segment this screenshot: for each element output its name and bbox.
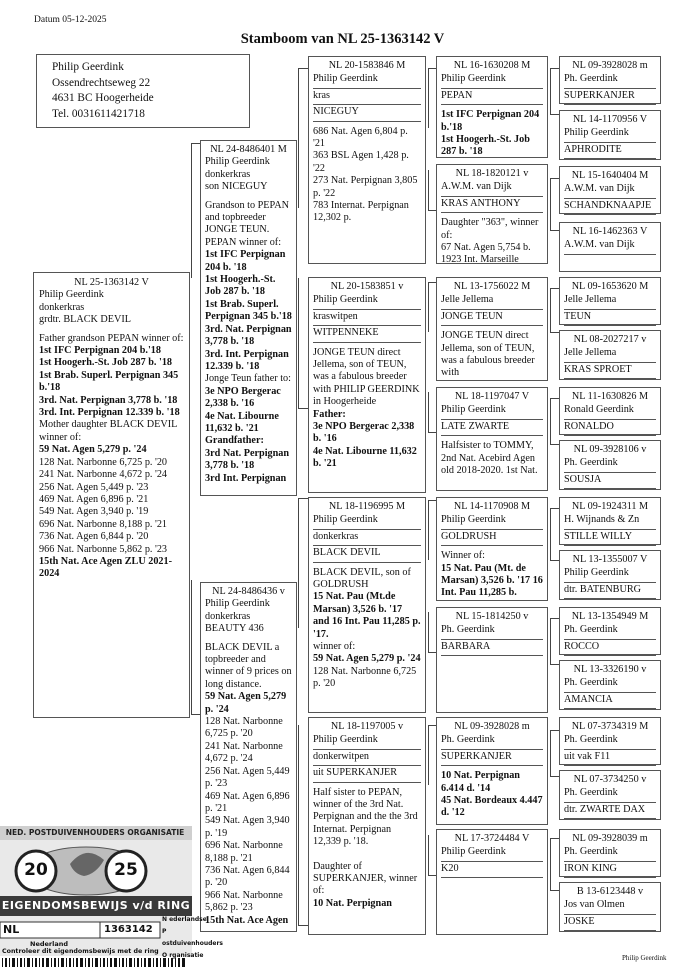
breeder-name: Philip Geerdink — [564, 566, 656, 582]
pigeon-card-g3-4 — [308, 717, 426, 935]
ring-number: NL 25-1363142 V — [74, 277, 149, 288]
pigeon-name: dtr. ZWARTE DAX — [564, 803, 656, 819]
breeder-name: Ph. Geerdink — [564, 456, 656, 472]
breeder-name: Jelle Jellema — [441, 293, 543, 309]
performance-line: 469 Nat. Agen 6,896 p. '21 — [39, 493, 149, 505]
performance-line: 966 Nat. Narbonne 5,862 p. '23 — [39, 543, 168, 555]
breeder-name: H. Wijnands & Zn — [564, 513, 656, 529]
pigeon-info: BEAUTY 436 — [205, 623, 264, 635]
ring-number: NL 24-8486401 M — [210, 144, 287, 155]
performance-line: 256 Nat. Agen 5,449 p. '23 — [205, 765, 290, 790]
owner-street: Ossendrechtseweg 22 — [52, 76, 151, 89]
performance-line: JONGE TEUN direct Jellema, son of TEUN, was a fabulous breeder with PHILIP GEERDINK in Hoogerheide — [313, 346, 420, 408]
ring-number: NL 18-1197005 v — [330, 721, 404, 732]
pigeon-info: PEPAN — [441, 89, 543, 105]
performance-line: 469 Nat. Agen 6,896 p. '21 — [205, 790, 290, 814]
pigeon-card-g3-1 — [308, 56, 426, 264]
performance-line: Father grandson PEPAN winner of: — [39, 332, 184, 344]
ring-number: NL 07-3734250 v — [573, 774, 647, 785]
ring-number: NL 18-1820121 v — [455, 168, 529, 179]
breeder-name: Ronald Geerdink — [564, 403, 656, 419]
pigeon-card-father — [200, 140, 297, 496]
ring-number: NL 24-8486436 v — [212, 586, 285, 597]
breeder-name: Philip Geerdink — [205, 598, 270, 610]
pigeon-card-g5-2 — [559, 110, 661, 160]
ring-number: NL 20-1583846 M — [328, 60, 406, 71]
ring-nederland: Nederland — [30, 940, 69, 948]
ring-number: NL 14-1170908 M — [453, 501, 531, 512]
ring-number: NL 11-1630826 M — [571, 391, 649, 402]
performance-line: 736 Nat. Agen 6,844 p. '20 — [205, 864, 290, 889]
breeder-name: Philip Geerdink — [441, 403, 543, 419]
pigeon-name: RONALDO — [564, 420, 656, 436]
breeder-name: Ph. Geerdink — [564, 733, 656, 749]
performance-line: 15th Nat. Ace Agen ZLU 2021-2024 — [39, 555, 172, 580]
pigeon-card-g5-16 — [559, 882, 661, 932]
ring-number: NL 16-1630208 M — [453, 60, 531, 71]
performance-line: 1st IFC Perpignan 204 b.'18 — [39, 345, 161, 357]
breeder-name: Philip Geerdink — [441, 72, 543, 88]
pigeon-name: IRON KING — [564, 862, 656, 878]
ring-number: NL 15-1814250 v — [455, 611, 529, 622]
breeder-name: Philip Geerdink — [205, 156, 270, 168]
breeder-name: Jelle Jellema — [564, 346, 656, 362]
performance-line: Halfsister to TOMMY, 2nd Nat. Acebird Agen old 2018-2020. 1st Nat. — [441, 440, 538, 477]
pigeon-info: BLACK DEVIL — [313, 546, 421, 562]
breeder-name: A.W.M. van Dijk — [564, 238, 656, 254]
pigeon-info: uit SUPERKANJER — [313, 766, 421, 782]
ring-number: B 13-6123448 v — [576, 886, 644, 897]
performance-line: 3rd. Int. Perpignan 12.339 b. '18 — [205, 348, 289, 372]
ring-number: NL 09-3928106 v — [573, 444, 647, 455]
pigeon-card-mother — [200, 582, 297, 932]
ring-certificate — [0, 826, 223, 968]
ring-number: NL 20-1583851 v — [330, 281, 404, 292]
date-label: Datum 05-12-2025 — [34, 15, 107, 25]
ring-number: NL 09-3928039 m — [572, 833, 648, 844]
pigeon-name: TEUN — [564, 310, 656, 326]
ring-number: NL 16-1462363 V — [572, 226, 648, 237]
pigeon-card-subject — [33, 272, 190, 718]
pigeon-info: kras — [313, 89, 421, 105]
breeder-name: Philip Geerdink — [313, 513, 421, 529]
performance-line: 4e Nat. Libourne 11,632 b. '21 — [205, 410, 279, 434]
pigeon-info: LATE ZWARTE — [441, 420, 543, 436]
pigeon-name: AMANCIA — [564, 693, 656, 709]
pigeon-card-g5-4 — [559, 222, 661, 272]
breeder-name: Ph. Geerdink — [564, 845, 656, 861]
performance-line: 363 BSL Agen 1,428 p. '22 — [313, 150, 409, 174]
performance-line: 1st Hoogerh.-St. Job 287 b. '18 — [205, 274, 276, 298]
pigeon-info: WITPENNEKE — [313, 326, 421, 342]
ring-number: NL 07-3734319 M — [571, 721, 649, 732]
pigeon-card-g5-13 — [559, 717, 661, 765]
performance-line: 241 Nat. Narbonne 4,672 p. '24 — [39, 469, 168, 481]
performance-line: 3rd. Int. Perpignan 12.339 b. '18 — [39, 407, 180, 419]
breeder-name: Philip Geerdink — [313, 733, 421, 749]
pigeon-info: donkerwitpen — [313, 750, 421, 766]
pigeon-card-g5-11 — [559, 607, 661, 655]
performance-line: Grandson to PEPAN and topbreeder JONGE TEUN. — [205, 199, 289, 236]
performance-line: 1st Hoogerh.-St. Job 287 b. '18 — [39, 357, 173, 369]
pigeon-card-g5-15 — [559, 829, 661, 877]
performance-line: 3rd Int. Perpignan — [205, 472, 287, 484]
pigeon-name: uit vak F11 — [564, 750, 656, 766]
pigeon-info: K20 — [441, 862, 543, 878]
performance-line: 1st Hoogerh.-St. Job 287 b. '18 — [441, 134, 530, 158]
ring-country: NL — [3, 923, 20, 936]
performance-line: Jonge Teun father to: — [205, 373, 291, 385]
performance-line: 3rd. Nat. Perpignan 3,778 b. '18 — [39, 394, 178, 406]
performance-line: PEPAN winner of: — [205, 236, 282, 248]
spacer — [441, 656, 543, 660]
breeder-name: Philip Geerdink — [39, 289, 104, 301]
performance-line: 256 Nat. Agen 5,449 p. '23 — [39, 481, 149, 493]
ring-number: NL 13-1354949 M — [571, 611, 649, 622]
owner-name: Philip Geerdink — [52, 61, 124, 73]
ring-number: NL 09-3928028 m — [572, 60, 648, 71]
pigeon-card-g4-5 — [436, 497, 548, 601]
ring-year-right: 25 — [114, 860, 138, 880]
performance-line: Father: — [313, 408, 346, 420]
pigeon-info: donkerkras — [39, 301, 85, 313]
performance-line: Daughter "363", winner of: — [441, 217, 539, 241]
pigeon-card-g5-5 — [559, 277, 661, 325]
pigeon-card-g4-3 — [436, 277, 548, 381]
performance-line: 1st IFC Perpignan 204 b.'18 — [441, 109, 540, 133]
pigeon-name: APHRODITE — [564, 143, 656, 159]
pigeon-card-g4-7 — [436, 717, 548, 825]
ring-number: NL 09-1924311 M — [571, 501, 649, 512]
performance-line: 1st Brab. Superl. Perpignan 345 b.'18 — [205, 298, 292, 323]
performance-line: 3rd Nat. Perpignan 3,778 b. '18 — [205, 447, 290, 472]
performance-line: 3e NPO Bergerac 2,338 b. '16 — [313, 421, 415, 445]
ring-number: NL 14-1170956 V — [572, 114, 648, 125]
pigeon-info: NICEGUY — [313, 105, 421, 121]
performance-line: 128 Nat. Narbonne 6,725 p. '20 — [313, 665, 417, 690]
ring-number: NL 08-2027217 v — [573, 334, 647, 345]
pigeon-info: JONGE TEUN — [441, 310, 543, 326]
pigeon-card-g5-8 — [559, 440, 661, 490]
pigeon-card-g5-6 — [559, 330, 661, 380]
performance-line: 686 Nat. Agen 6,804 p. '21 — [313, 125, 408, 150]
performance-line: 549 Nat. Agen 3,940 p. '19 — [205, 815, 290, 839]
performance-line: 736 Nat. Agen 6,844 p. '20 — [39, 531, 149, 543]
pigeon-name: ROCCO — [564, 640, 656, 656]
pigeon-card-g4-2 — [436, 164, 548, 264]
pigeon-card-g5-12 — [559, 660, 661, 710]
breeder-name: A.W.M. van Dijk — [564, 182, 656, 198]
pigeon-name: SUPERKANJER — [564, 89, 656, 105]
breeder-name: A.W.M. van Dijk — [441, 180, 543, 196]
pigeon-name: JOSKE — [564, 915, 656, 931]
pigeon-card-g4-4 — [436, 387, 548, 491]
footer-signature: Philip Geerdink — [622, 954, 667, 962]
breeder-name: Ph. Geerdink — [441, 623, 543, 639]
ring-year-left: 20 — [24, 860, 48, 880]
ring-org-name: NED. POSTDUIVENHOUDERS ORGANISATIE — [5, 828, 185, 837]
performance-line: Grandfather: — [205, 435, 264, 447]
ring-number: NL 13-1355007 V — [572, 554, 648, 565]
performance-line: JONGE TEUN direct Jellema, son of TEUN, was a fabulous breeder with — [441, 330, 535, 379]
ring-number: NL 09-3928028 m — [454, 721, 530, 732]
performance-line: 3rd. Nat. Perpignan 3,778 b. '18 — [205, 323, 292, 348]
ring-number: NL 15-1640404 M — [571, 170, 649, 181]
pigeon-card-g5-14 — [559, 770, 661, 820]
performance-line: 3e NPO Bergerac 2,338 b. '16 — [205, 385, 281, 410]
breeder-name: Ph. Geerdink — [564, 72, 656, 88]
pigeon-info: donkerkras — [205, 168, 251, 180]
performance-line: winner of: — [313, 641, 356, 653]
breeder-name: Jos van Olmen — [564, 898, 656, 914]
breeder-name: Ph. Geerdink — [564, 623, 656, 639]
ring-number: NL 09-1653620 M — [571, 281, 649, 292]
performance-line: 696 Nat. Narbonne 8,188 p. '21 — [39, 518, 168, 530]
breeder-name: Philip Geerdink — [564, 126, 656, 142]
performance-line: 59 Nat. Agen 5,279 p. '24 — [205, 691, 287, 715]
performance-line: Winner of: — [441, 550, 486, 562]
performance-line: BLACK DEVIL, son of GOLDRUSH — [313, 566, 411, 591]
pigeon-card-g4-6 — [436, 607, 548, 713]
performance-line: 10 Nat. Perpignan — [313, 897, 392, 909]
pigeon-card-g5-9 — [559, 497, 661, 545]
pigeon-card-g4-1 — [436, 56, 548, 158]
pigeon-card-g5-10 — [559, 550, 661, 600]
performance-line: 15 Nat. Pau (Mt. de Marsan) 3,526 b. '17 16 Int. Pau 11,285 b. — [441, 562, 543, 599]
performance-line: Half sister to PEPAN, winner of the 3rd Nat. Perpignan and the the 3rd Internat. Perpignan 12,339 p. '18. — [313, 786, 418, 848]
pigeon-name: KRAS SPROET — [564, 363, 656, 379]
breeder-name: Philip Geerdink — [313, 293, 421, 309]
ring-number: NL 18-1197047 V — [454, 391, 530, 402]
pigeon-name: STILLE WILLY — [564, 530, 656, 546]
pigeon-card-g3-3 — [308, 497, 426, 713]
performance-line: 4e Nat. Libourne 11,632 b. '21 — [313, 445, 417, 470]
ring-number: NL 13-1756022 M — [453, 281, 531, 292]
performance-line: 1st IFC Perpignan 204 b. '18 — [205, 249, 286, 273]
breeder-name: Philip Geerdink — [313, 72, 421, 88]
ring-check-text: Controleer dit eigendomsbewijs met de ring — [2, 948, 159, 955]
performance-line — [313, 849, 421, 861]
pigeon-info: SUPERKANJER — [441, 750, 543, 766]
performance-line: 696 Nat. Narbonne 8,188 p. '21 — [205, 840, 283, 864]
pigeon-card-g3-2 — [308, 277, 426, 493]
performance-line: 966 Nat. Narbonne 5,862 p. '23 — [205, 889, 283, 914]
owner-box — [36, 54, 250, 128]
pigeon-card-g5-7 — [559, 387, 661, 435]
performance-line: 10 Nat. Perpignan 6.414 d. '14 — [441, 770, 520, 794]
performance-line: 59 Nat. Agen 5,279 p. '24 — [39, 444, 147, 456]
pigeon-info: donkerkras — [313, 530, 421, 546]
page-title: Stamboom van NL 25-1363142 V — [240, 31, 445, 47]
owner-city: 4631 BC Hoogerheide — [52, 92, 154, 104]
breeder-name: Philip Geerdink — [441, 513, 543, 529]
pigeon-name: SCHANDKNAAPJE — [564, 199, 656, 215]
breeder-name: Jelle Jellema — [564, 293, 656, 309]
performance-line: 783 Internat. Perpignan 12,302 p. — [313, 200, 409, 224]
breeder-name: Philip Geerdink — [441, 845, 543, 861]
breeder-name: Ph. Geerdink — [564, 786, 656, 802]
spacer — [441, 878, 543, 882]
pigeon-info: donkerkras — [205, 610, 251, 622]
performance-line: 273 Nat. Perpignan 3,805 p. '22 — [313, 175, 418, 199]
pigeon-card-g5-3 — [559, 166, 661, 214]
performance-line: 241 Nat. Narbonne 4,672 p. '24 — [205, 740, 283, 765]
ring-number-field: 1363142 — [104, 924, 153, 935]
performance-line: 549 Nat. Agen 3,940 p. '19 — [39, 506, 149, 518]
performance-line: 67 Nat. Agen 5,754 b. 1923 Int. Marseille — [441, 242, 531, 266]
ring-number: NL 18-1196995 M — [328, 501, 406, 512]
owner-tel: Tel. 0031611421718 — [52, 107, 145, 120]
performance-line: 59 Nat. Agen 5,279 p. '24 — [313, 653, 421, 665]
pigeon-info: grdtr. BLACK DEVIL — [39, 314, 131, 326]
performance-line: Mother daughter BLACK DEVIL winner of: — [39, 419, 177, 443]
pigeon-info: KRAS ANTHONY — [441, 197, 543, 213]
breeder-name: Ph. Geerdink — [564, 676, 656, 692]
performance-line: 15 Nat. Pau (Mt.de Marsan) 3,526 b. '17 and 16 Int. Pau 11,285 p. '17. — [313, 591, 421, 640]
pigeon-info: GOLDRUSH — [441, 530, 543, 546]
pigeon-info: BARBARA — [441, 640, 543, 656]
ring-number: NL 13-3326190 v — [573, 664, 647, 675]
pigeon-name: SOUSJA — [564, 473, 656, 489]
performance-line: 128 Nat. Narbonne 6,725 p. '20 — [39, 456, 168, 468]
ring-number: NL 17-3724484 V — [454, 833, 530, 844]
breeder-name: Ph. Geerdink — [441, 733, 543, 749]
performance-line: Daughter of SUPERKANJER, winner of: — [313, 860, 418, 897]
pigeon-info: son NICEGUY — [205, 181, 268, 193]
pigeon-card-g4-8 — [436, 829, 548, 935]
performance-line: BLACK DEVIL a topbreeder and winner of 9 prices on long distance. — [205, 641, 292, 690]
performance-line: 128 Nat. Narbonne 6,725 p. '20 — [205, 716, 283, 740]
performance-line: 15th Nat. Ace Agen — [205, 914, 289, 926]
pigeon-card-g5-1 — [559, 56, 661, 104]
ring-legend: N ederlandse P ostduivenhouders O rganisatie — [162, 916, 223, 959]
ring-title: EIGENDOMSBEWIJS v/d RING — [1, 899, 191, 912]
pigeon-info: kraswitpen — [313, 310, 421, 326]
performance-line: 45 Nat. Bordeaux 4.447 d. '12 — [441, 795, 543, 819]
performance-line: 1st Brab. Superl. Perpignan 345 b.'18 — [39, 369, 179, 394]
pigeon-name: dtr. BATENBURG — [564, 583, 656, 599]
